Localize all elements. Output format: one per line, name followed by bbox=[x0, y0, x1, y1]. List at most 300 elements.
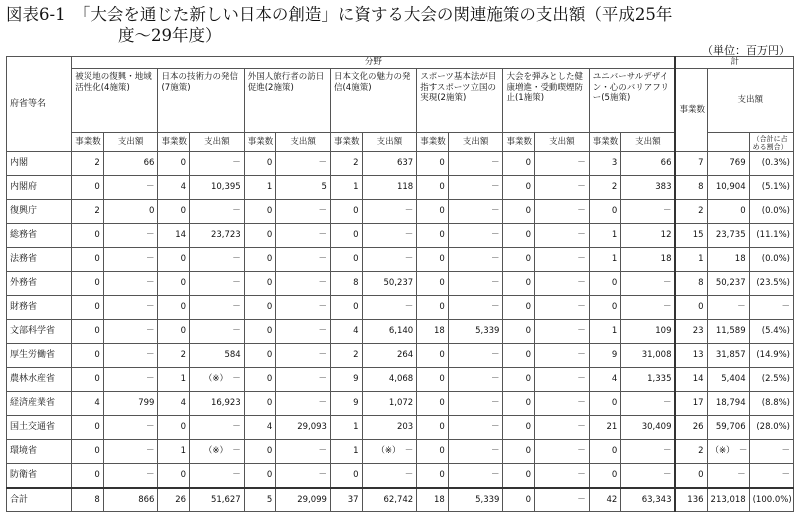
agency-name: 総務省 bbox=[7, 224, 72, 248]
table-row bbox=[7, 392, 794, 416]
agency-name: 法務省 bbox=[7, 248, 72, 272]
table-row bbox=[7, 344, 794, 368]
amount-cell: 12 bbox=[621, 224, 676, 248]
amount-cell: 0 bbox=[103, 200, 158, 224]
amount-cell: － bbox=[103, 368, 158, 392]
count-cell: 0 bbox=[244, 152, 276, 176]
amount-cell: － bbox=[362, 464, 417, 489]
count-cell: 0 bbox=[417, 392, 449, 416]
amount-cell: － bbox=[535, 176, 590, 200]
count-cell: 0 bbox=[503, 320, 535, 344]
amount-cell: 66 bbox=[621, 152, 676, 176]
agency-name: 文部科学省 bbox=[7, 320, 72, 344]
agency-name: 防衛省 bbox=[7, 464, 72, 489]
count-cell: 1 bbox=[330, 416, 362, 440]
count-cell: 2 bbox=[589, 176, 621, 200]
amount-cell: 51,627 bbox=[190, 488, 245, 512]
amount-cell: （※） － bbox=[190, 368, 245, 392]
amount-cell: － bbox=[190, 200, 245, 224]
amount-cell: － bbox=[276, 200, 331, 224]
share-cell: (14.9%) bbox=[749, 344, 793, 368]
amount-cell: － bbox=[103, 248, 158, 272]
count-cell: 0 bbox=[589, 440, 621, 464]
amount-cell: － bbox=[103, 464, 158, 489]
count-cell: 0 bbox=[417, 248, 449, 272]
count-cell: 0 bbox=[72, 368, 104, 392]
count-cell: 0 bbox=[417, 464, 449, 489]
amount-cell: 6,140 bbox=[362, 320, 417, 344]
count-cell: 0 bbox=[417, 176, 449, 200]
total-count-cell: 17 bbox=[675, 392, 707, 416]
amount-cell: － bbox=[190, 296, 245, 320]
count-cell: 0 bbox=[503, 248, 535, 272]
count-cell: 4 bbox=[589, 368, 621, 392]
count-cell: 0 bbox=[503, 440, 535, 464]
amount-cell: － bbox=[103, 272, 158, 296]
amount-cell: － bbox=[276, 464, 331, 489]
count-cell: 0 bbox=[417, 344, 449, 368]
count-cell: 0 bbox=[589, 392, 621, 416]
count-cell: 0 bbox=[158, 200, 190, 224]
amount-cell: － bbox=[535, 488, 590, 512]
total-amount-cell: 18 bbox=[707, 248, 749, 272]
amount-cell: － bbox=[535, 296, 590, 320]
category-header-3: 外国人旅行者の訪日促進(2施策) bbox=[244, 69, 330, 133]
amount-cell: 118 bbox=[362, 176, 417, 200]
amount-cell: 50,237 bbox=[362, 272, 417, 296]
amount-cell: － bbox=[535, 320, 590, 344]
amount-cell: － bbox=[190, 464, 245, 489]
agency-name: 復興庁 bbox=[7, 200, 72, 224]
share-cell: － bbox=[749, 464, 793, 489]
count-cell: 0 bbox=[158, 296, 190, 320]
share-cell: (2.5%) bbox=[749, 368, 793, 392]
amount-cell: － bbox=[448, 416, 503, 440]
count-cell: 1 bbox=[158, 368, 190, 392]
amount-cell: － bbox=[535, 368, 590, 392]
amount-cell: － bbox=[448, 200, 503, 224]
agency-name: 合計 bbox=[7, 488, 72, 512]
total-amount-cell: 23,735 bbox=[707, 224, 749, 248]
amount-cell: － bbox=[448, 248, 503, 272]
total-count-cell: 1 bbox=[675, 248, 707, 272]
table-row bbox=[7, 272, 794, 296]
amount-cell: 637 bbox=[362, 152, 417, 176]
amount-header: 支出額 bbox=[535, 133, 590, 152]
title-line-1: 図表6-1 「大会を通じた新しい日本の創造」に資する大会の関連施策の支出額（平成25年 bbox=[6, 5, 673, 24]
amount-cell: － bbox=[190, 272, 245, 296]
count-cell: 1 bbox=[330, 440, 362, 464]
amount-cell: 30,409 bbox=[621, 416, 676, 440]
share-cell: (100.0%) bbox=[749, 488, 793, 512]
amount-cell: 799 bbox=[103, 392, 158, 416]
amount-cell: － bbox=[448, 368, 503, 392]
total-amount-cell: 5,404 bbox=[707, 368, 749, 392]
count-cell: 0 bbox=[589, 296, 621, 320]
count-cell: 0 bbox=[244, 392, 276, 416]
count-cell: 2 bbox=[330, 344, 362, 368]
count-cell: 0 bbox=[158, 272, 190, 296]
amount-cell: － bbox=[535, 344, 590, 368]
agency-name: 環境省 bbox=[7, 440, 72, 464]
count-cell: 0 bbox=[72, 176, 104, 200]
amount-header: 支出額 bbox=[362, 133, 417, 152]
amount-cell: （※） － bbox=[190, 440, 245, 464]
amount-cell: （※） － bbox=[362, 440, 417, 464]
total-count-header: 事業数 bbox=[675, 69, 707, 152]
amount-cell: － bbox=[621, 272, 676, 296]
count-cell: 4 bbox=[158, 392, 190, 416]
amount-cell: － bbox=[103, 320, 158, 344]
count-cell: 0 bbox=[330, 248, 362, 272]
count-cell: 0 bbox=[417, 272, 449, 296]
share-cell: (0.3%) bbox=[749, 152, 793, 176]
document-title bbox=[6, 4, 796, 46]
count-cell: 0 bbox=[244, 464, 276, 489]
count-header: 事業数 bbox=[72, 133, 104, 152]
count-cell: 0 bbox=[72, 296, 104, 320]
amount-cell: － bbox=[190, 416, 245, 440]
category-header-6: 大会を弾みとした健康増進・受動喫煙防止(1施策) bbox=[503, 69, 589, 133]
amount-cell: 31,008 bbox=[621, 344, 676, 368]
count-cell: 0 bbox=[417, 200, 449, 224]
amount-cell: － bbox=[362, 296, 417, 320]
count-cell: 0 bbox=[417, 440, 449, 464]
total-amount-cell: 213,018 bbox=[707, 488, 749, 512]
count-cell: 0 bbox=[503, 200, 535, 224]
amount-cell: 383 bbox=[621, 176, 676, 200]
count-header: 事業数 bbox=[589, 133, 621, 152]
total-amount-cell: 769 bbox=[707, 152, 749, 176]
count-cell: 0 bbox=[417, 368, 449, 392]
total-amount-cell: 31,857 bbox=[707, 344, 749, 368]
total-amount-cell: 18,794 bbox=[707, 392, 749, 416]
count-cell: 0 bbox=[330, 296, 362, 320]
agency-name: 農林水産省 bbox=[7, 368, 72, 392]
amount-cell: － bbox=[276, 344, 331, 368]
total-amount-cell: 10,904 bbox=[707, 176, 749, 200]
amount-cell: 264 bbox=[362, 344, 417, 368]
count-cell: 4 bbox=[330, 320, 362, 344]
amount-cell: － bbox=[535, 224, 590, 248]
count-cell: 1 bbox=[330, 176, 362, 200]
total-count-cell: 7 bbox=[675, 152, 707, 176]
count-cell: 1 bbox=[589, 224, 621, 248]
count-cell: 1 bbox=[589, 248, 621, 272]
amount-header: 支出額 bbox=[190, 133, 245, 152]
amount-cell: － bbox=[535, 152, 590, 176]
category-header-4: 日本文化の魅力の発信(4施策) bbox=[330, 69, 416, 133]
amount-cell: － bbox=[103, 344, 158, 368]
amount-cell: 584 bbox=[190, 344, 245, 368]
amount-cell: 4,068 bbox=[362, 368, 417, 392]
count-cell: 0 bbox=[503, 368, 535, 392]
total-count-cell: 13 bbox=[675, 344, 707, 368]
total-count-cell: 2 bbox=[675, 200, 707, 224]
agency-name: 財務省 bbox=[7, 296, 72, 320]
amount-cell: － bbox=[103, 416, 158, 440]
share-cell: (8.8%) bbox=[749, 392, 793, 416]
count-cell: 0 bbox=[72, 272, 104, 296]
agency-name: 内閣府 bbox=[7, 176, 72, 200]
total-amount-cell: － bbox=[707, 464, 749, 489]
count-cell: 0 bbox=[503, 272, 535, 296]
amount-cell: 62,742 bbox=[362, 488, 417, 512]
amount-cell: － bbox=[535, 392, 590, 416]
count-header: 事業数 bbox=[330, 133, 362, 152]
amount-cell: － bbox=[448, 224, 503, 248]
count-header: 事業数 bbox=[503, 133, 535, 152]
amount-header: 支出額 bbox=[276, 133, 331, 152]
total-count-cell: 8 bbox=[675, 176, 707, 200]
amount-cell: － bbox=[621, 464, 676, 489]
title-line-2: 度～29年度） bbox=[118, 26, 222, 45]
amount-cell: － bbox=[621, 296, 676, 320]
count-cell: 0 bbox=[589, 464, 621, 489]
amount-cell: － bbox=[103, 224, 158, 248]
share-cell: (28.0%) bbox=[749, 416, 793, 440]
count-cell: 0 bbox=[158, 152, 190, 176]
amount-header: 支出額 bbox=[621, 133, 676, 152]
amount-cell: － bbox=[448, 464, 503, 489]
amount-cell: 203 bbox=[362, 416, 417, 440]
unit-label: （単位：百万円） bbox=[702, 44, 790, 57]
count-cell: 9 bbox=[330, 368, 362, 392]
amount-header: 支出額 bbox=[448, 133, 503, 152]
count-cell: 0 bbox=[417, 296, 449, 320]
total-count-cell: 26 bbox=[675, 416, 707, 440]
share-cell: (5.1%) bbox=[749, 176, 793, 200]
agency-header: 府省等名 bbox=[7, 57, 72, 152]
agency-name: 国土交通省 bbox=[7, 416, 72, 440]
share-cell: (0.0%) bbox=[749, 248, 793, 272]
amount-cell: － bbox=[621, 440, 676, 464]
count-cell: 9 bbox=[330, 392, 362, 416]
amount-cell: － bbox=[448, 392, 503, 416]
amount-cell: － bbox=[448, 272, 503, 296]
agency-name: 内閣 bbox=[7, 152, 72, 176]
count-cell: 0 bbox=[503, 488, 535, 512]
count-cell: 0 bbox=[330, 464, 362, 489]
amount-cell: － bbox=[276, 248, 331, 272]
count-cell: 4 bbox=[244, 416, 276, 440]
amount-cell: － bbox=[276, 152, 331, 176]
total-count-cell: 23 bbox=[675, 320, 707, 344]
amount-cell: － bbox=[448, 296, 503, 320]
amount-cell: 5,339 bbox=[448, 320, 503, 344]
table-row bbox=[7, 248, 794, 272]
amount-cell: － bbox=[190, 320, 245, 344]
table-row bbox=[7, 320, 794, 344]
count-header: 事業数 bbox=[244, 133, 276, 152]
count-cell: 0 bbox=[503, 416, 535, 440]
count-cell: 1 bbox=[589, 320, 621, 344]
amount-cell: 109 bbox=[621, 320, 676, 344]
total-count-cell: 2 bbox=[675, 440, 707, 464]
amount-cell: － bbox=[103, 440, 158, 464]
table-row bbox=[7, 368, 794, 392]
table-row bbox=[7, 152, 794, 176]
category-header-7: ユニバーサルデザイン・心のバリアフリー(5施策) bbox=[589, 69, 675, 133]
count-cell: 3 bbox=[589, 152, 621, 176]
count-cell: 0 bbox=[589, 200, 621, 224]
amount-cell: － bbox=[276, 296, 331, 320]
amount-cell: － bbox=[535, 272, 590, 296]
total-count-cell: 15 bbox=[675, 224, 707, 248]
count-cell: 0 bbox=[589, 272, 621, 296]
count-cell: 0 bbox=[244, 224, 276, 248]
count-cell: 0 bbox=[244, 248, 276, 272]
count-cell: 0 bbox=[72, 416, 104, 440]
total-header: 計 bbox=[675, 57, 793, 69]
table-row bbox=[7, 200, 794, 224]
count-cell: 0 bbox=[158, 320, 190, 344]
count-cell: 0 bbox=[72, 224, 104, 248]
total-count-cell: 8 bbox=[675, 272, 707, 296]
count-cell: 0 bbox=[503, 176, 535, 200]
amount-cell: 29,093 bbox=[276, 416, 331, 440]
count-cell: 0 bbox=[72, 440, 104, 464]
share-cell: (23.5%) bbox=[749, 272, 793, 296]
share-cell: － bbox=[749, 296, 793, 320]
amount-cell: 16,923 bbox=[190, 392, 245, 416]
count-cell: 0 bbox=[503, 392, 535, 416]
count-cell: 4 bbox=[72, 392, 104, 416]
amount-cell: － bbox=[535, 200, 590, 224]
amount-cell: 1,072 bbox=[362, 392, 417, 416]
count-cell: 5 bbox=[244, 488, 276, 512]
count-cell: 0 bbox=[244, 368, 276, 392]
amount-cell: 5,339 bbox=[448, 488, 503, 512]
amount-cell: 18 bbox=[621, 248, 676, 272]
total-amount-cell: － bbox=[707, 296, 749, 320]
total-amount-cell: 11,589 bbox=[707, 320, 749, 344]
amount-cell: 866 bbox=[103, 488, 158, 512]
total-amount-cell: 50,237 bbox=[707, 272, 749, 296]
count-cell: 9 bbox=[589, 344, 621, 368]
count-cell: 8 bbox=[72, 488, 104, 512]
count-cell: 0 bbox=[330, 200, 362, 224]
amount-cell: － bbox=[103, 176, 158, 200]
agency-name: 経済産業省 bbox=[7, 392, 72, 416]
count-cell: 0 bbox=[244, 440, 276, 464]
amount-cell: 1,335 bbox=[621, 368, 676, 392]
count-cell: 0 bbox=[244, 320, 276, 344]
count-cell: 1 bbox=[244, 176, 276, 200]
field-header: 分野 bbox=[72, 57, 676, 69]
share-cell: (5.4%) bbox=[749, 320, 793, 344]
amount-cell: － bbox=[190, 248, 245, 272]
amount-cell: 10,395 bbox=[190, 176, 245, 200]
amount-cell: － bbox=[535, 464, 590, 489]
amount-cell: － bbox=[190, 152, 245, 176]
total-amount-subheader bbox=[707, 133, 749, 152]
amount-cell: － bbox=[362, 248, 417, 272]
amount-cell: － bbox=[535, 440, 590, 464]
amount-cell: 63,343 bbox=[621, 488, 676, 512]
count-cell: 21 bbox=[589, 416, 621, 440]
agency-name: 外務省 bbox=[7, 272, 72, 296]
count-cell: 37 bbox=[330, 488, 362, 512]
count-cell: 2 bbox=[72, 200, 104, 224]
count-cell: 8 bbox=[330, 272, 362, 296]
count-cell: 0 bbox=[503, 152, 535, 176]
amount-cell: － bbox=[276, 440, 331, 464]
count-cell: 0 bbox=[72, 248, 104, 272]
count-cell: 2 bbox=[158, 344, 190, 368]
amount-cell: 29,099 bbox=[276, 488, 331, 512]
count-cell: 18 bbox=[417, 488, 449, 512]
total-amount-header: 支出額 bbox=[707, 69, 793, 133]
count-cell: 26 bbox=[158, 488, 190, 512]
amount-cell: － bbox=[103, 296, 158, 320]
amount-cell: － bbox=[276, 272, 331, 296]
count-cell: 14 bbox=[158, 224, 190, 248]
table-row bbox=[7, 416, 794, 440]
count-header: 事業数 bbox=[417, 133, 449, 152]
table-row bbox=[7, 464, 794, 489]
count-cell: 0 bbox=[417, 224, 449, 248]
table-row bbox=[7, 224, 794, 248]
count-cell: 0 bbox=[244, 272, 276, 296]
count-cell: 0 bbox=[330, 224, 362, 248]
count-cell: 4 bbox=[158, 176, 190, 200]
category-header-5: スポーツ基本法が目指すスポーツ立国の実現(2施策) bbox=[417, 69, 503, 133]
amount-cell: － bbox=[362, 224, 417, 248]
amount-cell: － bbox=[535, 416, 590, 440]
count-cell: 2 bbox=[330, 152, 362, 176]
expenditure-table bbox=[6, 56, 794, 512]
total-amount-cell: （※） － bbox=[707, 440, 749, 464]
count-cell: 0 bbox=[158, 248, 190, 272]
count-cell: 0 bbox=[72, 464, 104, 489]
amount-cell: 23,723 bbox=[190, 224, 245, 248]
count-header: 事業数 bbox=[158, 133, 190, 152]
count-cell: 1 bbox=[158, 440, 190, 464]
total-count-cell: 14 bbox=[675, 368, 707, 392]
total-count-cell: 0 bbox=[675, 464, 707, 489]
amount-header: 支出額 bbox=[103, 133, 158, 152]
share-header: （合計に占める割合） bbox=[749, 133, 793, 152]
count-cell: 0 bbox=[158, 464, 190, 489]
count-cell: 0 bbox=[244, 200, 276, 224]
amount-cell: － bbox=[535, 248, 590, 272]
count-cell: 0 bbox=[503, 224, 535, 248]
category-header-1: 被災地の復興・地域活性化(4施策) bbox=[72, 69, 158, 133]
amount-cell: － bbox=[448, 176, 503, 200]
category-header-2: 日本の技術力の発信(7施策) bbox=[158, 69, 244, 133]
amount-cell: － bbox=[448, 440, 503, 464]
amount-cell: － bbox=[276, 224, 331, 248]
amount-cell: － bbox=[448, 152, 503, 176]
count-cell: 0 bbox=[244, 296, 276, 320]
amount-cell: － bbox=[276, 392, 331, 416]
count-cell: 0 bbox=[72, 344, 104, 368]
amount-cell: － bbox=[621, 392, 676, 416]
table-row bbox=[7, 296, 794, 320]
amount-cell: 5 bbox=[276, 176, 331, 200]
count-cell: 0 bbox=[417, 416, 449, 440]
amount-cell: 66 bbox=[103, 152, 158, 176]
count-cell: 0 bbox=[503, 464, 535, 489]
amount-cell: － bbox=[276, 320, 331, 344]
total-amount-cell: 59,706 bbox=[707, 416, 749, 440]
table-row bbox=[7, 176, 794, 200]
amount-cell: － bbox=[276, 368, 331, 392]
count-cell: 18 bbox=[417, 320, 449, 344]
count-cell: 2 bbox=[72, 152, 104, 176]
count-cell: 0 bbox=[503, 296, 535, 320]
